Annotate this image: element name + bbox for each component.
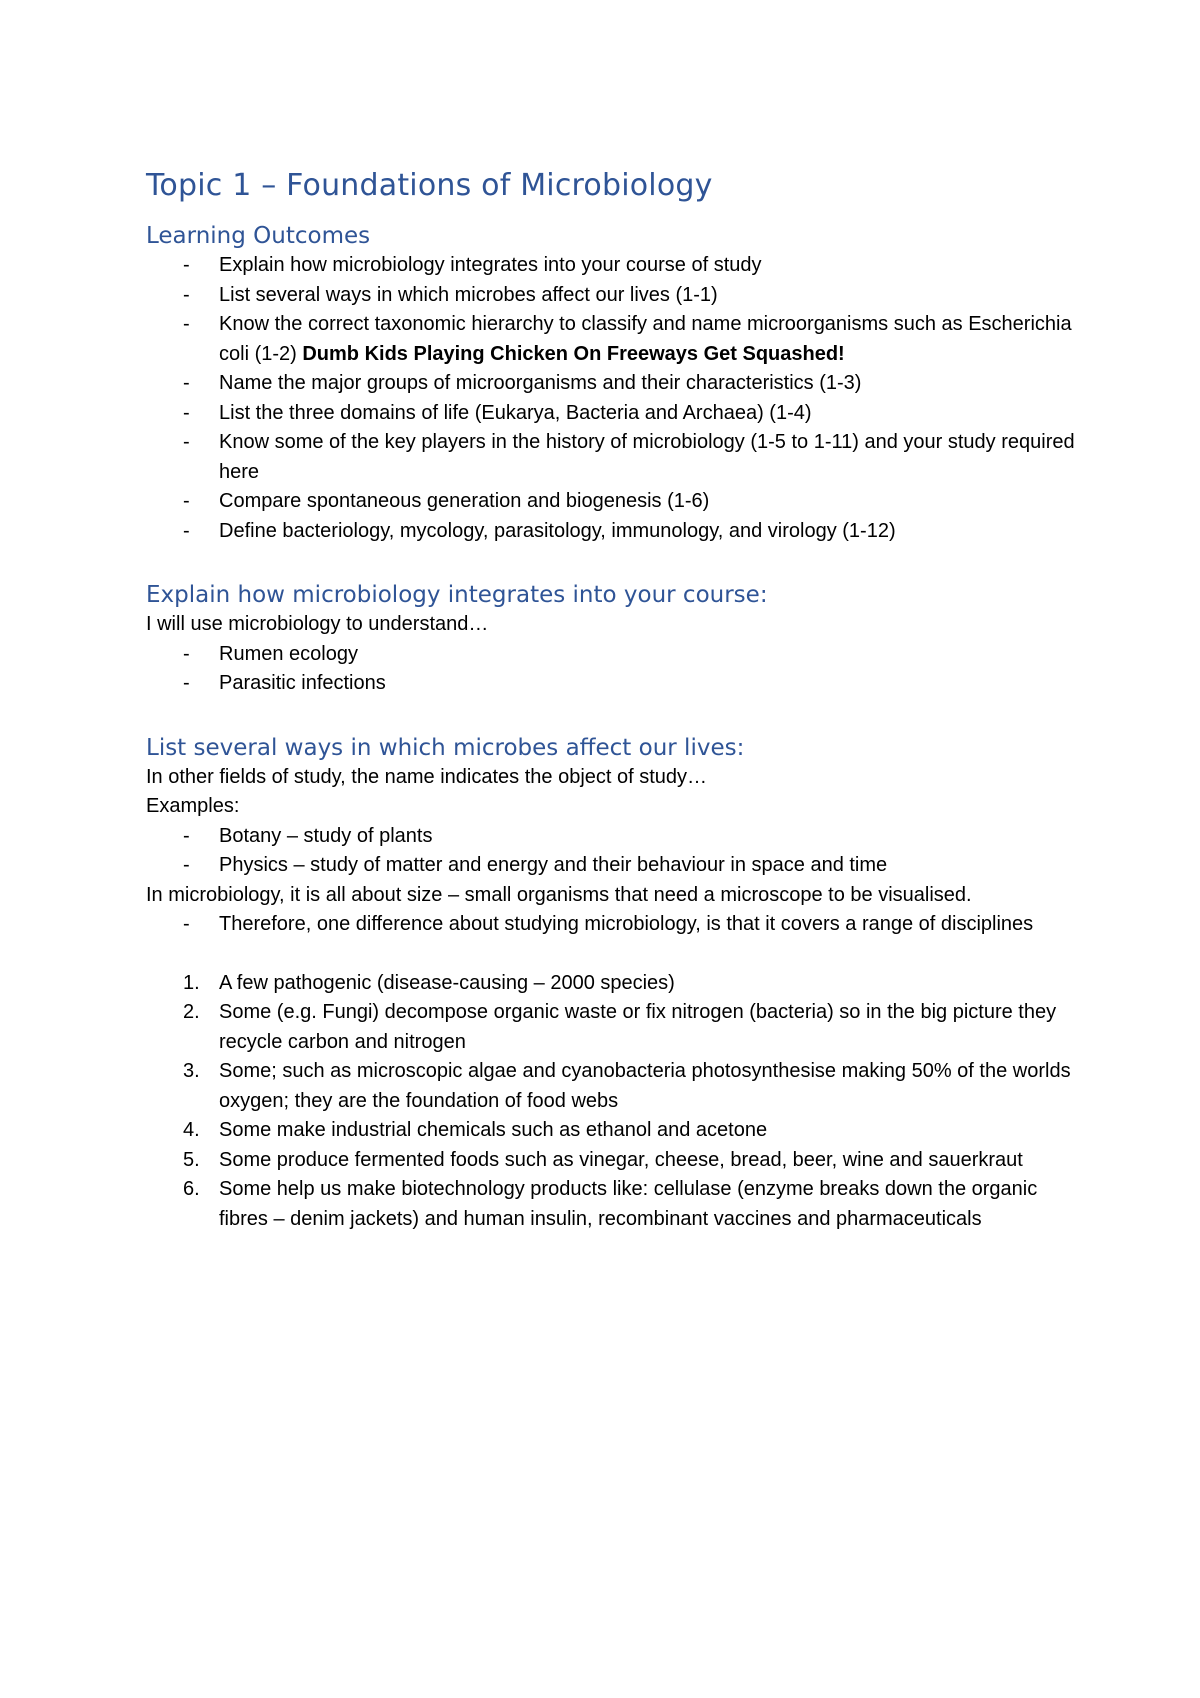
list-item [183,1146,1086,1176]
list-item: - Parasitic infections [219,669,1086,699]
examples-list [146,822,1086,881]
list-item [183,1116,1086,1146]
list-item: - Rumen ecology [219,640,1086,670]
list-item [183,969,1086,999]
learning-outcomes-list [146,251,1086,546]
document-page [146,168,1086,1234]
list-item: - Therefore, one difference about studying microbiology, is that it covers a range of disciplines [219,910,1086,940]
list-item [183,1057,1086,1116]
list-item-text: Some make industrial chemicals such as ethanol and acetone [219,1119,768,1141]
list-item: - Know some of the key players in the history of microbiology (1-5 to 1-11) and your study required here [219,428,1086,487]
list-number: 4. [183,1119,200,1141]
list-item: - Compare spontaneous generation and biogenesis (1-6) [219,487,1086,517]
list-item: - Explain how microbiology integrates into your course of study [219,251,1086,281]
microbe-effects-list [146,969,1086,1235]
taxonomy-mnemonic: Dumb Kids Playing Chicken On Freeways Get Squashed! [302,342,845,365]
list-item-text: Know the correct taxonomic hierarchy to classify and name microorganisms such as Escherichia coli (1-2) [219,313,1072,365]
list-item: - Physics – study of matter and energy and their behaviour in space and time [219,851,1086,881]
list-number: 1. [183,971,200,994]
list-item: - List the three domains of life (Eukarya, Bacteria and Archaea) (1-4) [219,399,1086,429]
examples-label: Examples: [146,795,240,817]
list-item: - List several ways in which microbes affect our lives (1-1) [219,281,1086,311]
microbes-lives-intro: In other fields of study, the name indicates the object of study… [146,765,708,788]
list-item [219,310,1086,369]
microbes-lives-heading: List several ways in which microbes affect our lives: [146,734,745,761]
integrates-list [146,640,1086,699]
list-item: - Botany – study of plants [219,822,1086,852]
disciplines-list [146,910,1086,940]
list-item: - Define bacteriology, mycology, parasitology, immunology, and virology (1-12) [219,517,1086,547]
list-item [183,1175,1086,1234]
integrates-heading: Explain how microbiology integrates into your course: [146,582,768,608]
integrates-intro: I will use microbiology to understand… [146,613,489,635]
list-item-text: Some; such as microscopic algae and cyanobacteria photosynthesise making 50% of the worlds oxygen; they are the foundation of food webs [219,1060,1071,1112]
list-number: 5. [183,1148,200,1171]
list-item [183,998,1086,1057]
list-item-text: A few pathogenic (disease-causing – 2000 species) [219,971,675,994]
list-item-text: Some help us make biotechnology products like: cellulase (enzyme breaks down the organic fibres – denim jackets) and human insulin, recombinant vaccines and pharmaceuticals [219,1178,1038,1230]
list-item-text: Some produce fermented foods such as vinegar, cheese, bread, beer, wine and sauerkraut [219,1148,1023,1171]
list-number: 2. [183,1001,200,1023]
learning-outcomes-heading: Learning Outcomes [146,223,371,249]
size-note: In microbiology, it is all about size – small organisms that need a microscope to be visualised. [146,883,972,906]
list-number: 6. [183,1178,200,1200]
list-item: - Name the major groups of microorganisms and their characteristics (1-3) [219,369,1086,399]
list-number: 3. [183,1060,200,1082]
page-title: Topic 1 – Foundations of Microbiology [146,168,713,203]
list-item-text: Some (e.g. Fungi) decompose organic waste or fix nitrogen (bacteria) so in the big picture they recycle carbon and nitrogen [219,1001,1057,1053]
